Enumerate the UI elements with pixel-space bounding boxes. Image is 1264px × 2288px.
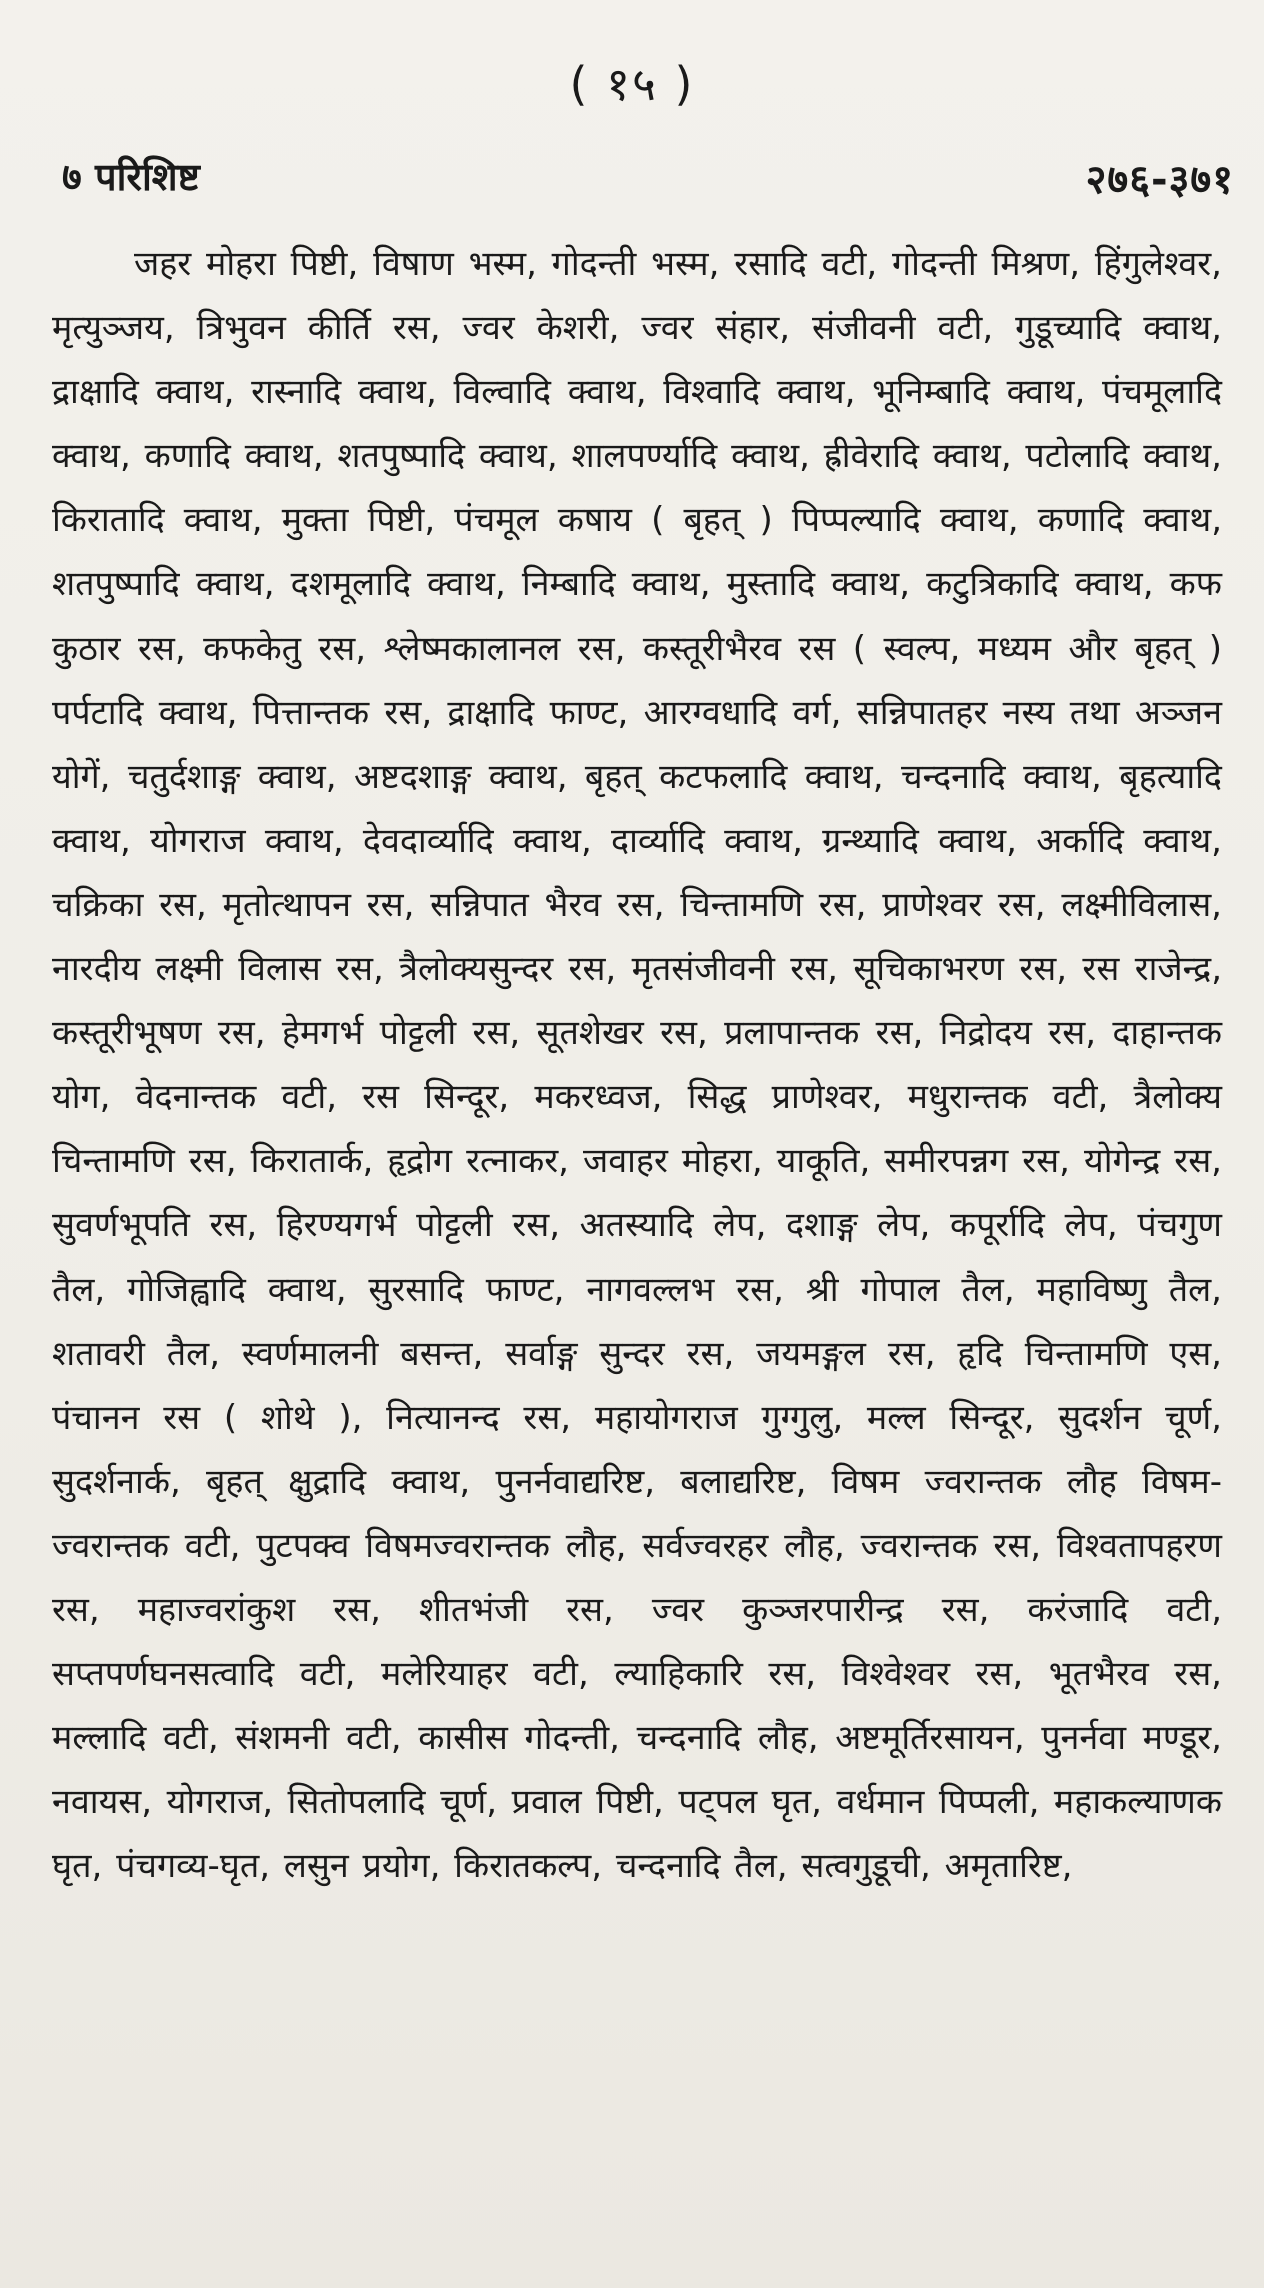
- section-title: ७ परिशिष्ट: [62, 155, 200, 199]
- page-number: ( १५ ): [569, 57, 695, 111]
- section-range: २७६-३७१: [1085, 157, 1234, 203]
- body-paragraph: जहर मोहरा पिष्टी, विषाण भस्म, गोदन्ती भस्म, रसादि वटी, गोदन्ती मिश्रण, हिंगुलेश्वर, मृत्युञ्जय, त्रिभुवन कीर्ति रस, ज्वर केशरी, ज्वर संहार, संजीवनी वटी, गुडूच्यादि क्वाथ, द्राक्षादि क्वाथ, रास्नादि क्वाथ, विल्वादि क्वाथ, विश्वादि क्वाथ, भूनिम्बादि क्वाथ, पंचमूलादि क्वाथ, कणादि क्वाथ, शतपुष्पादि क्वाथ, शालपर्ण्यादि क्वाथ, ह्रीवेरादि क्वाथ, पटोलादि क्वाथ, किरातादि क्वाथ, मुक्ता पिष्टी, पंचमूल कषाय ( बृहत् ) पिप्पल्यादि क्वाथ, कणादि क्वाथ, शतपुष्पादि क्वाथ, दशमूलादि क्वाथ, निम्बादि क्वाथ, मुस्तादि क्वाथ, कटुत्रिकादि क्वाथ, कफ कुठार रस, कफकेतु रस, श्लेष्मकालानल रस, कस्तूरीभैरव रस ( स्वल्प, मध्यम और बृहत् ) पर्पटादि क्वाथ, पित्तान्तक रस, द्राक्षादि फाण्ट, आरग्वधादि वर्ग, सन्निपातहर नस्य तथा अञ्जन योगें, चतुर्दशाङ्ग क्वाथ, अष्टदशाङ्ग क्वाथ, बृहत् कटफलादि क्वाथ, चन्दनादि क्वाथ, बृहत्यादि क्वाथ, योगराज क्वाथ, देवदार्व्यादि क्वाथ, दार्व्यादि क्वाथ, ग्रन्थ्यादि क्वाथ, अर्कादि क्वाथ, चक्रिका रस, मृतोत्थापन रस, सन्निपात भैरव रस, चिन्तामणि रस, प्राणेश्वर रस, लक्ष्मीविलास, नारदीय लक्ष्मी विलास रस, त्रैलोक्यसुन्दर रस, मृतसंजीवनी रस, सूचिकाभरण रस, रस राजेन्द्र, कस्तूरीभूषण रस, हेमगर्भ पोट्टली रस, सूतशेखर रस, प्रलापान्तक रस, निद्रोदय रस, दाहान्तक योग, वेदनान्तक वटी, रस सिन्दूर, मकरध्वज, सिद्ध प्राणेश्वर, मधुरान्तक वटी, त्रैलोक्य चिन्तामणि रस, किरातार्क, हृद्रोग रत्नाकर, जवाहर मोहरा, याकूति, समीरपन्नग रस, योगेन्द्र रस, सुवर्णभूपति रस, हिरण्यगर्भ पोट्टली रस, अतस्यादि लेप, दशाङ्ग लेप, कपूर्रादि लेप, पंचगुण तैल, गोजिह्वादि क्वाथ, सुरसादि फाण्ट, नागवल्लभ रस, श्री गोपाल तैल, महाविष्णु तैल, शतावरी तैल, स्वर्णमालनी बसन्त, सर्वाङ्ग सुन्दर रस, जयमङ्गल रस, हृदि चिन्तामणि एस, पंचानन रस ( शोथे ), नित्यानन्द रस, महायोगराज गुग्गुलु, मल्ल सिन्दूर, सुदर्शन चूर्ण, सुदर्शनार्क, बृहत् क्षुद्रादि क्वाथ, पुनर्नवाद्यरिष्ट, बलाद्यरिष्ट, विषम ज्वरान्तक लौह विषम-ज्वरान्तक वटी, पुटपक्व विषमज्वरान्तक लौह, सर्वज्वरहर लौह, ज्वरान्तक रस, विश्वतापहरण रस, महाज्वरांकुश रस, शीतभंजी रस, ज्वर कुञ्जरपारीन्द्र रस, करंजादि वटी, सप्तपर्णघनसत्वादि वटी, मलेरियाहर वटी, ल्याहिकारि रस, विश्वेश्वर रस, भूतभैरव रस, मल्लादि वटी, संशमनी वटी, कासीस गोदन्ती, चन्दनादि लौह, अष्टमूर्तिरसायन, पुनर्नवा मण्डूर, नवायस, योगराज, सितोपलादि चूर्ण, प्रवाल पिष्टी, पट्पल घृत, वर्धमान पिप्पली, महाकल्याणक घृत, पंचगव्य-घृत, लसुन प्रयोग, किरातकल्प, चन्दनादि तैल, सत्वगुडूची, अमृतारिष्ट,: [52, 244, 1222, 1887]
